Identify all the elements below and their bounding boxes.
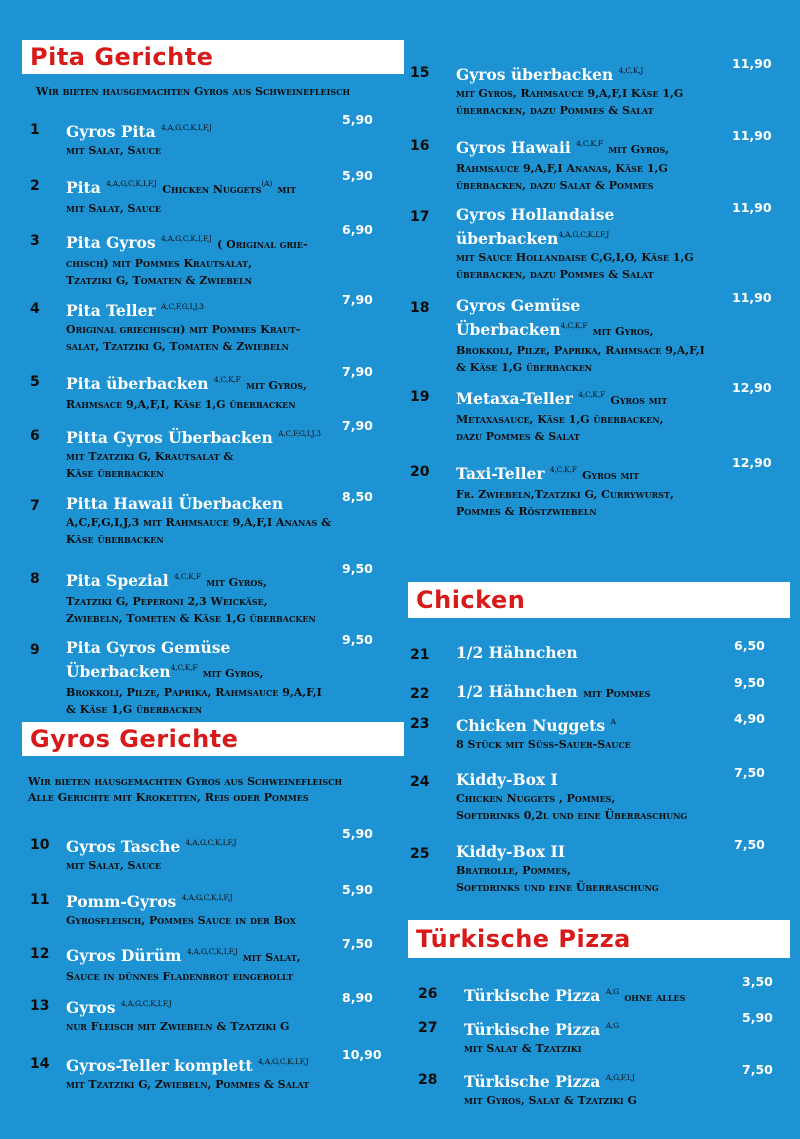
item-inline-note: mit Gyros, bbox=[592, 325, 654, 338]
item-name: 1/2 Hähnchen bbox=[456, 682, 578, 701]
item-body bbox=[66, 833, 236, 874]
item-number: 13 bbox=[30, 998, 50, 1014]
allergen-codes: 4,A,G,C,K,I,F,J bbox=[161, 123, 212, 132]
item-inline-note: mit Salat, bbox=[242, 951, 301, 964]
item-name-line bbox=[456, 385, 667, 411]
section-title-gyros: Gyros Gerichte bbox=[22, 722, 404, 756]
item-name: Metaxa-Teller bbox=[456, 389, 573, 408]
item-number: 26 bbox=[418, 986, 438, 1002]
item-inline-note: ( Original grie- bbox=[217, 238, 308, 251]
allergen-codes: 4,A,G,C,K,I,F,J bbox=[185, 838, 237, 847]
item-description: chisch) mit Pommes Krautsalat, bbox=[66, 257, 252, 270]
item-inline-note: Chicken Nuggets bbox=[162, 183, 262, 196]
item-number: 17 bbox=[410, 209, 430, 225]
item-name: Gyros überbacken bbox=[456, 65, 614, 84]
item-price: 5,90 bbox=[342, 168, 373, 183]
item-number: 3 bbox=[30, 233, 40, 249]
item-name: Pita Gyros Gemüse bbox=[66, 638, 231, 657]
item-description: Rahmsauce 9,A,F,I Ananas, Käse 1,G bbox=[456, 162, 668, 175]
item-name-continued: Überbacken bbox=[66, 662, 171, 681]
allergen-codes: 4,A,G,C,K,I,F,J bbox=[558, 230, 610, 239]
item-description: A,C,F,G,I,J,3 mit Rahmsauce 9,A,F,I Ananas & bbox=[66, 516, 332, 529]
item-body bbox=[66, 174, 296, 217]
item-description: mit Tzatziki G, Zwiebeln, Pommes & Salat bbox=[66, 1078, 310, 1091]
item-name-line bbox=[66, 297, 300, 321]
item-name: Gyros Dürüm bbox=[66, 946, 182, 965]
item-number: 22 bbox=[410, 686, 430, 702]
item-name-line bbox=[456, 316, 705, 342]
item-name: Gyros Hawaii bbox=[456, 138, 571, 157]
item-name: Gyros Hollandaise bbox=[456, 205, 615, 224]
item-name: Türkische Pizza bbox=[464, 1020, 601, 1039]
item-name-line bbox=[66, 942, 301, 968]
item-name-line bbox=[66, 229, 308, 255]
item-name-line bbox=[456, 61, 683, 85]
item-description: Softdrinks und eine Überraschung bbox=[456, 881, 659, 894]
item-price: 7,50 bbox=[734, 765, 765, 780]
item-description: Brokkoli, Pilze, Paprika, Rahmsace 9,A,F,I bbox=[456, 344, 705, 357]
item-name: Taxi-Teller bbox=[456, 464, 545, 483]
item-name-line bbox=[66, 638, 322, 658]
item-description: & Käse 1,G überbacken bbox=[456, 361, 593, 374]
item-body bbox=[66, 638, 322, 718]
item-description: mit Salat & Tzatziki bbox=[464, 1042, 582, 1055]
item-name: Pita bbox=[66, 178, 101, 197]
item-name: Gyros Tasche bbox=[66, 837, 181, 856]
item-body bbox=[456, 385, 667, 445]
item-name-continued: Überbacken bbox=[456, 320, 561, 339]
item-body bbox=[456, 61, 683, 119]
item-description: Bratrolle, Pommes, bbox=[456, 864, 571, 877]
item-number: 21 bbox=[410, 647, 430, 663]
item-inline-note: Gyros mit bbox=[582, 469, 640, 482]
item-description: mit Salat, Sauce bbox=[66, 859, 162, 872]
item-description: Zwiebeln, Tometen & Käse 1,G überbacken bbox=[66, 612, 316, 625]
item-price: 7,50 bbox=[734, 837, 765, 852]
item-number: 27 bbox=[418, 1020, 438, 1036]
allergen-codes: 4,C,K,F bbox=[576, 139, 603, 148]
item-body bbox=[456, 712, 631, 753]
allergen-codes: A,G,F,I,J bbox=[605, 1073, 635, 1082]
item-name-line bbox=[66, 494, 331, 514]
item-name-line bbox=[456, 643, 578, 663]
item-name-line bbox=[464, 1068, 637, 1092]
item-name-line bbox=[456, 682, 650, 704]
item-price: 7,90 bbox=[342, 418, 373, 433]
item-name: Pomm-Gyros bbox=[66, 892, 177, 911]
item-body bbox=[464, 982, 685, 1008]
item-name: Gyros bbox=[66, 998, 116, 1017]
item-name-line bbox=[456, 770, 687, 790]
item-name-line bbox=[66, 424, 321, 448]
item-number: 5 bbox=[30, 374, 40, 390]
item-name: Kiddy-Box II bbox=[456, 842, 566, 861]
item-description: mit Gyros, Salat & Tzatziki G bbox=[464, 1094, 637, 1107]
item-price: 5,90 bbox=[342, 112, 373, 127]
item-number: 14 bbox=[30, 1056, 50, 1072]
item-name-line bbox=[456, 225, 694, 249]
item-body bbox=[66, 567, 316, 627]
item-name: Türkische Pizza bbox=[464, 986, 601, 1005]
item-description: dazu Pommes & Salat bbox=[456, 430, 580, 443]
item-inline-note: mit Gyros, bbox=[202, 667, 264, 680]
item-price: 5,90 bbox=[342, 826, 373, 841]
item-body bbox=[456, 460, 674, 520]
item-description: überbacken, dazu Pommes & Salat bbox=[456, 268, 654, 281]
item-description: nur Fleisch mit Zwiebeln & Tzatziki G bbox=[66, 1020, 290, 1033]
item-description: mit Sauce Hollandaise C,G,I,O, Käse 1,G bbox=[456, 251, 694, 264]
item-body bbox=[66, 118, 212, 159]
allergen-codes: 4,C,K,F bbox=[549, 465, 577, 474]
item-price: 11,90 bbox=[732, 290, 772, 305]
item-description: Metaxasauce, Käse 1,G überbacken, bbox=[456, 413, 664, 426]
item-name: Pitta Gyros Überbacken bbox=[66, 428, 273, 447]
item-name-line bbox=[66, 370, 307, 396]
allergen-codes: 4,A,G,C,K,I,F,J bbox=[161, 234, 212, 243]
item-body bbox=[456, 682, 650, 704]
item-name: Pitta Hawaii Überbacken bbox=[66, 494, 284, 513]
item-description: Käse überbacken bbox=[66, 533, 164, 546]
item-name-line bbox=[456, 842, 659, 862]
item-description: Gyrosfleisch, Pommes Sauce in der Box bbox=[66, 914, 296, 927]
item-description: Rahmsace 9,A,F,I, Käse 1,G überbacken bbox=[66, 398, 296, 411]
item-body bbox=[66, 229, 308, 289]
item-price: 7,50 bbox=[342, 936, 373, 951]
allergen-codes: A,G bbox=[605, 987, 619, 996]
item-description: Chicken Nuggets , Pommes, bbox=[456, 792, 616, 805]
item-name-line bbox=[456, 712, 631, 736]
item-price: 11,90 bbox=[732, 128, 772, 143]
item-body bbox=[456, 770, 687, 824]
item-number: 19 bbox=[410, 389, 430, 405]
item-name: Pita Teller bbox=[66, 301, 156, 320]
item-description: Sauce in dünnes Fladenbrot eingerollt bbox=[66, 970, 293, 983]
item-body bbox=[66, 888, 296, 929]
item-inline-note: mit Gyros, bbox=[206, 576, 268, 589]
allergen-codes: A,C,F,G,I,J,3 bbox=[278, 429, 321, 438]
item-name-line bbox=[456, 460, 674, 486]
item-price: 6,90 bbox=[342, 222, 373, 237]
allergen-codes: 4,C,K,F bbox=[174, 572, 201, 581]
item-description: Original griechisch) mit Pommes Kraut- bbox=[66, 323, 301, 336]
item-name: Kiddy-Box I bbox=[456, 770, 558, 789]
item-description: salat, Tzatziki G, Tomaten & Zwiebeln bbox=[66, 340, 289, 353]
item-description: Softdrinks 0,2l und eine Überraschung bbox=[456, 809, 688, 822]
allergen-codes: A bbox=[610, 717, 616, 726]
item-price: 6,50 bbox=[734, 638, 765, 653]
item-body bbox=[464, 1068, 637, 1109]
item-name-line bbox=[66, 994, 289, 1018]
allergen-codes: 4,A,G,C,K,I,F,J bbox=[181, 893, 233, 902]
item-body bbox=[456, 205, 694, 283]
item-body bbox=[66, 942, 301, 985]
item-description: Käse überbacken bbox=[66, 467, 164, 480]
item-number: 4 bbox=[30, 301, 40, 317]
item-name: Pita Spezial bbox=[66, 571, 169, 590]
item-body bbox=[456, 296, 705, 376]
item-body bbox=[66, 994, 289, 1035]
item-number: 10 bbox=[30, 837, 50, 853]
item-price: 4,90 bbox=[734, 711, 765, 726]
item-name-line bbox=[464, 1016, 619, 1040]
item-body bbox=[456, 842, 659, 896]
item-body bbox=[456, 134, 669, 194]
item-description: mit Salat, Sauce bbox=[66, 202, 162, 215]
item-body bbox=[66, 494, 331, 548]
item-number: 16 bbox=[410, 138, 430, 154]
item-price: 5,90 bbox=[342, 882, 373, 897]
item-number: 1 bbox=[30, 122, 40, 138]
item-inline-note: Gyros mit bbox=[610, 394, 668, 407]
item-body bbox=[464, 1016, 619, 1057]
item-description: überbacken, dazu Pommes & Salat bbox=[456, 104, 654, 117]
item-name: Gyros-Teller komplett bbox=[66, 1056, 253, 1075]
item-name-line bbox=[456, 296, 705, 316]
item-name-line bbox=[66, 833, 236, 857]
section-title-chicken: Chicken bbox=[408, 582, 790, 618]
item-number: 18 bbox=[410, 300, 430, 316]
item-description: überbacken, dazu Salat & Pommes bbox=[456, 179, 654, 192]
item-number: 15 bbox=[410, 65, 430, 81]
allergen-codes: A,C,F,G,I,J,3 bbox=[160, 302, 204, 311]
item-number: 24 bbox=[410, 774, 430, 790]
item-name-line bbox=[66, 888, 296, 912]
item-name-line bbox=[66, 1052, 309, 1076]
item-price: 8,90 bbox=[342, 990, 373, 1005]
item-description: Brokkoli, Pilze, Paprika, Rahmsauce 9,A,F,I bbox=[66, 686, 322, 699]
item-description: Fr. Zwiebeln,Tzatziki G, Currywurst, bbox=[456, 488, 674, 501]
item-description: mit Salat, Sauce bbox=[66, 144, 162, 157]
pita-intro: Wir bieten hausgemachten Gyros aus Schweinefleisch bbox=[36, 85, 351, 98]
item-price: 7,50 bbox=[742, 1062, 773, 1077]
allergen-codes: 4,A,G,C,K,I,F,J bbox=[257, 1057, 309, 1066]
item-number: 12 bbox=[30, 946, 50, 962]
section-title-pita: Pita Gerichte bbox=[22, 40, 404, 74]
allergen-codes: 4,A,G,C,K,I,F,J bbox=[106, 179, 157, 188]
item-name-line bbox=[456, 205, 694, 225]
item-name: Türkische Pizza bbox=[464, 1072, 601, 1091]
item-name-line bbox=[66, 567, 316, 593]
item-inline-note: mit Gyros, bbox=[608, 143, 670, 156]
item-price: 3,50 bbox=[742, 974, 773, 989]
gyros-intro-line-1: Wir bieten hausgemachten Gyros aus Schweinefleisch bbox=[28, 775, 343, 788]
item-body bbox=[66, 370, 307, 413]
item-body bbox=[66, 1052, 309, 1093]
item-number: 9 bbox=[30, 642, 40, 658]
item-price: 10,90 bbox=[342, 1047, 382, 1062]
item-price: 11,90 bbox=[732, 56, 772, 71]
item-body bbox=[66, 424, 321, 482]
item-name-line bbox=[66, 118, 212, 142]
item-description: mit Tzatziki G, Krautsalat & bbox=[66, 450, 234, 463]
item-name: Pita Gyros bbox=[66, 233, 156, 252]
item-name-line bbox=[456, 134, 669, 160]
item-name-continued: überbacken bbox=[456, 229, 559, 248]
item-number: 20 bbox=[410, 464, 430, 480]
item-number: 7 bbox=[30, 498, 40, 514]
gyros-intro-line-2: Alle Gerichte mit Kroketten, Reis oder Pommes bbox=[28, 791, 309, 804]
allergen-codes: A,G bbox=[605, 1021, 619, 1030]
item-price: 9,50 bbox=[342, 632, 373, 647]
item-name: Pita überbacken bbox=[66, 374, 209, 393]
allergen-codes: 4,C,K,F bbox=[560, 321, 588, 330]
item-inline-note: mit Gyros, bbox=[246, 379, 307, 392]
item-description: 8 Stück mit Süss-Sauer-Sauce bbox=[456, 738, 631, 751]
item-description: Tzatziki G, Tomaten & Zwiebeln bbox=[66, 274, 252, 287]
item-number: 28 bbox=[418, 1072, 438, 1088]
item-price: 7,90 bbox=[342, 364, 373, 379]
item-description: & Käse 1,G überbacken bbox=[66, 703, 203, 716]
item-price: 5,90 bbox=[742, 1010, 773, 1025]
item-description: mit Gyros, Rahmsauce 9,A,F,I Käse 1,G bbox=[456, 87, 684, 100]
item-name-line bbox=[66, 174, 296, 200]
item-name-line bbox=[66, 658, 322, 684]
item-number: 25 bbox=[410, 846, 430, 862]
item-name: Gyros Gemüse bbox=[456, 296, 581, 315]
item-number: 6 bbox=[30, 428, 40, 444]
item-number: 2 bbox=[30, 178, 40, 194]
item-number: 11 bbox=[30, 892, 50, 908]
allergen-codes: (A) bbox=[261, 179, 273, 188]
allergen-codes: 4,A,G,C,K,I,F,J bbox=[120, 999, 172, 1008]
item-inline-note: mit bbox=[277, 183, 297, 196]
item-name: 1/2 Hähnchen bbox=[456, 643, 578, 662]
item-description: Pommes & Röstzwiebeln bbox=[456, 505, 597, 518]
item-name: Chicken Nuggets bbox=[456, 716, 606, 735]
allergen-codes: 4,C,K,F bbox=[170, 663, 198, 672]
item-price: 12,90 bbox=[732, 380, 772, 395]
allergen-codes: 4,A,G,C,K,I,F,J bbox=[186, 947, 238, 956]
allergen-codes: 4,C,K,J bbox=[618, 66, 644, 75]
item-price: 7,90 bbox=[342, 292, 373, 307]
item-price: 11,90 bbox=[732, 200, 772, 215]
allergen-codes: 4,C,K,F bbox=[213, 375, 241, 384]
item-inline-note: mit Pommes bbox=[583, 687, 651, 700]
item-number: 23 bbox=[410, 716, 430, 732]
item-number: 8 bbox=[30, 571, 40, 587]
item-body bbox=[66, 297, 300, 355]
allergen-codes: 4,C,K,F bbox=[578, 390, 606, 399]
item-inline-note: ohne alles bbox=[624, 991, 686, 1004]
item-price: 8,50 bbox=[342, 489, 373, 504]
item-description: Tzatziki G, Peperoni 2,3 Weickäse, bbox=[66, 595, 268, 608]
item-price: 12,90 bbox=[732, 455, 772, 470]
item-name: Gyros Pita bbox=[66, 122, 156, 141]
item-price: 9,50 bbox=[342, 561, 373, 576]
item-body bbox=[456, 643, 578, 663]
item-name-line bbox=[464, 982, 685, 1008]
section-title-pizza: Türkische Pizza bbox=[408, 920, 790, 958]
item-price: 9,50 bbox=[734, 675, 765, 690]
